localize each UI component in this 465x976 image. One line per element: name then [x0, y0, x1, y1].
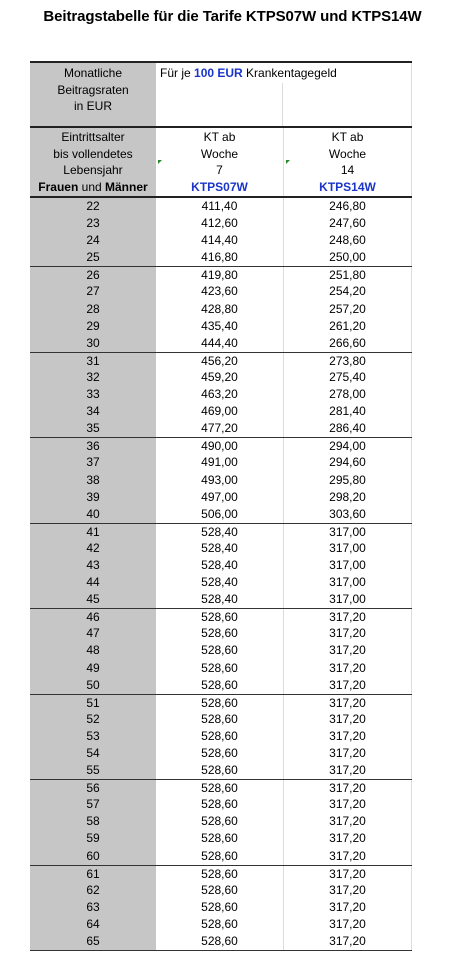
ktps14w-cell: 317,00	[284, 540, 412, 557]
entry-age-cell: 26	[30, 267, 156, 283]
ktps14w-cell: 317,20	[284, 830, 412, 847]
table-row	[30, 591, 412, 608]
entry-age-cell: 56	[30, 780, 156, 796]
col-ktps14w-header	[284, 128, 412, 196]
ktps07w-cell: 463,20	[156, 386, 284, 403]
entry-age-cell: 49	[30, 660, 156, 677]
ktps07w-cell: 428,80	[156, 301, 284, 318]
ktps07w-cell: 528,40	[156, 524, 284, 540]
monthly-rates-label	[30, 63, 156, 126]
entry-age-cell: 27	[30, 283, 156, 300]
table-row	[30, 916, 412, 933]
ktps07w-cell: 528,40	[156, 557, 284, 574]
ktps14w-cell: 294,00	[284, 438, 412, 454]
ktps07w-cell: 416,80	[156, 249, 284, 266]
ktps14w-cell: 246,80	[284, 198, 412, 215]
monthly-label-line: Monatliche	[63, 66, 123, 80]
ktps07w-cell: 528,60	[156, 813, 284, 830]
ktps07w-cell: 528,40	[156, 540, 284, 557]
entry-age-cell: 22	[30, 198, 156, 215]
women-label: Frauen	[38, 179, 79, 194]
ktps07w-cell: 528,60	[156, 780, 284, 796]
ktps07w-cell: 528,60	[156, 660, 284, 677]
table-row	[30, 557, 412, 574]
entry-age-cell: 58	[30, 813, 156, 830]
ktps14w-cell: 317,20	[284, 796, 412, 813]
entry-age-cell: 64	[30, 916, 156, 933]
ktps07w-cell: 490,00	[156, 438, 284, 454]
entry-age-cell: 39	[30, 489, 156, 506]
ktps14w-cell: 317,20	[284, 695, 412, 711]
per-suffix: Krankentagegeld	[242, 66, 337, 80]
age-label-line: bis vollendetes	[53, 146, 133, 161]
table-row	[30, 454, 412, 471]
entry-age-cell: 35	[30, 420, 156, 437]
entry-age-cell: 30	[30, 335, 156, 352]
ktps07w-cell: 528,60	[156, 796, 284, 813]
ktps14w-cell: 317,20	[284, 745, 412, 762]
table-row	[30, 301, 412, 318]
ktps07w-cell: 528,60	[156, 711, 284, 728]
ktps07w-cell: 459,20	[156, 369, 284, 386]
col-header-line: Woche	[200, 146, 239, 161]
col-ktps07w-header	[156, 128, 284, 196]
col-header-line: 7	[216, 163, 223, 177]
ktps07w-cell: 423,60	[156, 283, 284, 300]
comment-marker-icon	[158, 160, 162, 164]
entry-age-cell: 25	[30, 249, 156, 266]
comment-marker-icon	[286, 160, 290, 164]
ktps14w-cell: 317,20	[284, 711, 412, 728]
ktps07w-cell: 528,60	[156, 745, 284, 762]
ktps07w-cell: 528,60	[156, 830, 284, 847]
entry-age-cell: 29	[30, 318, 156, 335]
tariff-name: KTPS07W	[191, 179, 248, 194]
table-row	[30, 523, 412, 540]
ktps07w-cell: 528,60	[156, 762, 284, 779]
entry-age-cell: 23	[30, 215, 156, 232]
table-row	[30, 899, 412, 916]
table-row	[30, 796, 412, 813]
entry-age-cell: 51	[30, 695, 156, 711]
ktps14w-cell: 317,20	[284, 609, 412, 625]
ktps07w-cell: 528,60	[156, 899, 284, 916]
gender-label	[30, 179, 156, 196]
entry-age-cell: 31	[30, 353, 156, 369]
per-amount-label	[156, 63, 412, 126]
ktps07w-cell: 435,40	[156, 318, 284, 335]
ktps07w-cell: 528,60	[156, 866, 284, 882]
table-row	[30, 745, 412, 762]
ktps14w-cell: 317,00	[284, 591, 412, 608]
ktps07w-cell: 414,40	[156, 232, 284, 249]
table-row	[30, 865, 412, 882]
table-row	[30, 266, 412, 283]
and-label: und	[78, 179, 106, 194]
entry-age-cell: 24	[30, 232, 156, 249]
ktps14w-cell: 275,40	[284, 369, 412, 386]
col-header-line: Woche	[328, 146, 367, 161]
table-row	[30, 386, 412, 403]
entry-age-cell: 28	[30, 301, 156, 318]
ktps07w-cell: 412,60	[156, 215, 284, 232]
ktps07w-cell: 456,20	[156, 353, 284, 369]
entry-age-cell: 36	[30, 438, 156, 454]
ktps14w-cell: 317,00	[284, 557, 412, 574]
ktps14w-cell: 250,00	[284, 249, 412, 266]
ktps07w-cell: 491,00	[156, 454, 284, 471]
ktps14w-cell: 254,20	[284, 283, 412, 300]
premium-table	[30, 61, 412, 951]
ktps14w-cell: 317,20	[284, 677, 412, 694]
ktps07w-cell: 469,00	[156, 403, 284, 420]
ktps14w-cell: 295,80	[284, 472, 412, 489]
ktps07w-cell: 419,80	[156, 267, 284, 283]
ktps14w-cell: 317,20	[284, 848, 412, 865]
ktps14w-cell: 281,40	[284, 403, 412, 420]
table-row	[30, 335, 412, 352]
entry-age-cell: 48	[30, 642, 156, 659]
ktps07w-cell: 444,40	[156, 335, 284, 352]
ktps07w-cell: 506,00	[156, 506, 284, 523]
table-row	[30, 711, 412, 728]
ktps07w-cell: 528,60	[156, 728, 284, 745]
table-row	[30, 642, 412, 659]
ktps14w-cell: 273,80	[284, 353, 412, 369]
tariff-name: KTPS14W	[319, 179, 376, 194]
table-row	[30, 369, 412, 386]
header-row-1	[30, 61, 412, 126]
ktps07w-cell: 477,20	[156, 420, 284, 437]
ktps14w-cell: 317,20	[284, 866, 412, 882]
ktps14w-cell: 317,20	[284, 762, 412, 779]
entry-age-cell: 54	[30, 745, 156, 762]
entry-age-cell: 60	[30, 848, 156, 865]
table-row	[30, 813, 412, 830]
entry-age-label	[30, 128, 156, 196]
ktps07w-cell: 528,60	[156, 695, 284, 711]
per-amount: 100 EUR	[194, 66, 243, 80]
ktps07w-cell: 528,60	[156, 916, 284, 933]
table-row	[30, 625, 412, 642]
ktps14w-cell: 317,20	[284, 780, 412, 796]
table-row	[30, 437, 412, 454]
table-row	[30, 830, 412, 847]
ktps07w-cell: 411,40	[156, 198, 284, 215]
men-label: Männer	[105, 179, 148, 194]
entry-age-cell: 61	[30, 866, 156, 882]
entry-age-cell: 34	[30, 403, 156, 420]
ktps14w-cell: 247,60	[284, 215, 412, 232]
ktps07w-cell: 528,60	[156, 642, 284, 659]
ktps07w-cell: 528,60	[156, 848, 284, 865]
ktps07w-cell: 528,60	[156, 609, 284, 625]
entry-age-cell: 50	[30, 677, 156, 694]
ktps14w-cell: 261,20	[284, 318, 412, 335]
ktps14w-cell: 317,20	[284, 728, 412, 745]
ktps14w-cell: 317,20	[284, 899, 412, 916]
table-row	[30, 677, 412, 694]
table-row	[30, 232, 412, 249]
table-row	[30, 506, 412, 523]
table-row	[30, 472, 412, 489]
ktps14w-cell: 266,60	[284, 335, 412, 352]
entry-age-cell: 55	[30, 762, 156, 779]
table-row	[30, 762, 412, 779]
ktps07w-cell: 528,40	[156, 574, 284, 591]
monthly-label-line: in EUR	[73, 99, 112, 113]
ktps07w-cell: 493,00	[156, 472, 284, 489]
table-row	[30, 403, 412, 420]
ktps07w-cell: 497,00	[156, 489, 284, 506]
table-row	[30, 694, 412, 711]
entry-age-cell: 62	[30, 882, 156, 899]
table-row	[30, 540, 412, 557]
ktps14w-cell: 278,00	[284, 386, 412, 403]
ktps14w-cell: 317,20	[284, 882, 412, 899]
ktps14w-cell: 248,60	[284, 232, 412, 249]
ktps14w-cell: 303,60	[284, 506, 412, 523]
col-header-line: KT ab	[203, 130, 236, 144]
entry-age-cell: 33	[30, 386, 156, 403]
entry-age-cell: 45	[30, 591, 156, 608]
ktps14w-cell: 317,00	[284, 574, 412, 591]
entry-age-cell: 63	[30, 899, 156, 916]
ktps14w-cell: 257,20	[284, 301, 412, 318]
entry-age-cell: 65	[30, 933, 156, 950]
table-row	[30, 198, 412, 215]
table-row	[30, 882, 412, 899]
ktps14w-cell: 317,20	[284, 660, 412, 677]
entry-age-cell: 57	[30, 796, 156, 813]
table-row	[30, 848, 412, 865]
table-row	[30, 933, 412, 950]
col-header-line: 14	[340, 163, 355, 177]
entry-age-cell: 53	[30, 728, 156, 745]
col-header-line: KT ab	[331, 130, 364, 144]
entry-age-cell: 40	[30, 506, 156, 523]
ktps14w-cell: 286,40	[284, 420, 412, 437]
monthly-label-line: Beitragsraten	[57, 82, 129, 97]
ktps14w-cell: 251,80	[284, 267, 412, 283]
table-row	[30, 352, 412, 369]
table-row	[30, 489, 412, 506]
entry-age-cell: 47	[30, 625, 156, 642]
table-row	[30, 215, 412, 232]
entry-age-cell: 59	[30, 830, 156, 847]
ktps14w-cell: 317,00	[284, 524, 412, 540]
table-row	[30, 660, 412, 677]
table-row	[30, 318, 412, 335]
age-label-line: Lebensjahr	[63, 163, 123, 177]
entry-age-cell: 38	[30, 472, 156, 489]
header-row-2	[30, 126, 412, 198]
ktps14w-cell: 298,20	[284, 489, 412, 506]
ktps07w-cell: 528,60	[156, 677, 284, 694]
table-body	[30, 198, 412, 951]
ktps07w-cell: 528,60	[156, 625, 284, 642]
table-row	[30, 608, 412, 625]
page-title: Beitragstabelle für die Tarife KTPS07W und KTPS14W	[43, 8, 422, 25]
ktps14w-cell: 317,20	[284, 813, 412, 830]
ktps14w-cell: 294,60	[284, 454, 412, 471]
table-row	[30, 420, 412, 437]
table-row	[30, 728, 412, 745]
entry-age-cell: 37	[30, 454, 156, 471]
per-prefix: Für je	[160, 66, 195, 80]
table-row	[30, 779, 412, 796]
ktps07w-cell: 528,60	[156, 882, 284, 899]
entry-age-cell: 32	[30, 369, 156, 386]
entry-age-cell: 42	[30, 540, 156, 557]
entry-age-cell: 52	[30, 711, 156, 728]
entry-age-cell: 44	[30, 574, 156, 591]
ktps07w-cell: 528,60	[156, 933, 284, 950]
entry-age-cell: 41	[30, 524, 156, 540]
ktps14w-cell: 317,20	[284, 625, 412, 642]
ktps14w-cell: 317,20	[284, 933, 412, 950]
ktps07w-cell: 528,40	[156, 591, 284, 608]
table-row	[30, 574, 412, 591]
entry-age-cell: 46	[30, 609, 156, 625]
table-row	[30, 283, 412, 300]
ktps14w-cell: 317,20	[284, 642, 412, 659]
age-label-line: Eintrittsalter	[61, 130, 125, 144]
table-row	[30, 249, 412, 266]
ktps14w-cell: 317,20	[284, 916, 412, 933]
entry-age-cell: 43	[30, 557, 156, 574]
